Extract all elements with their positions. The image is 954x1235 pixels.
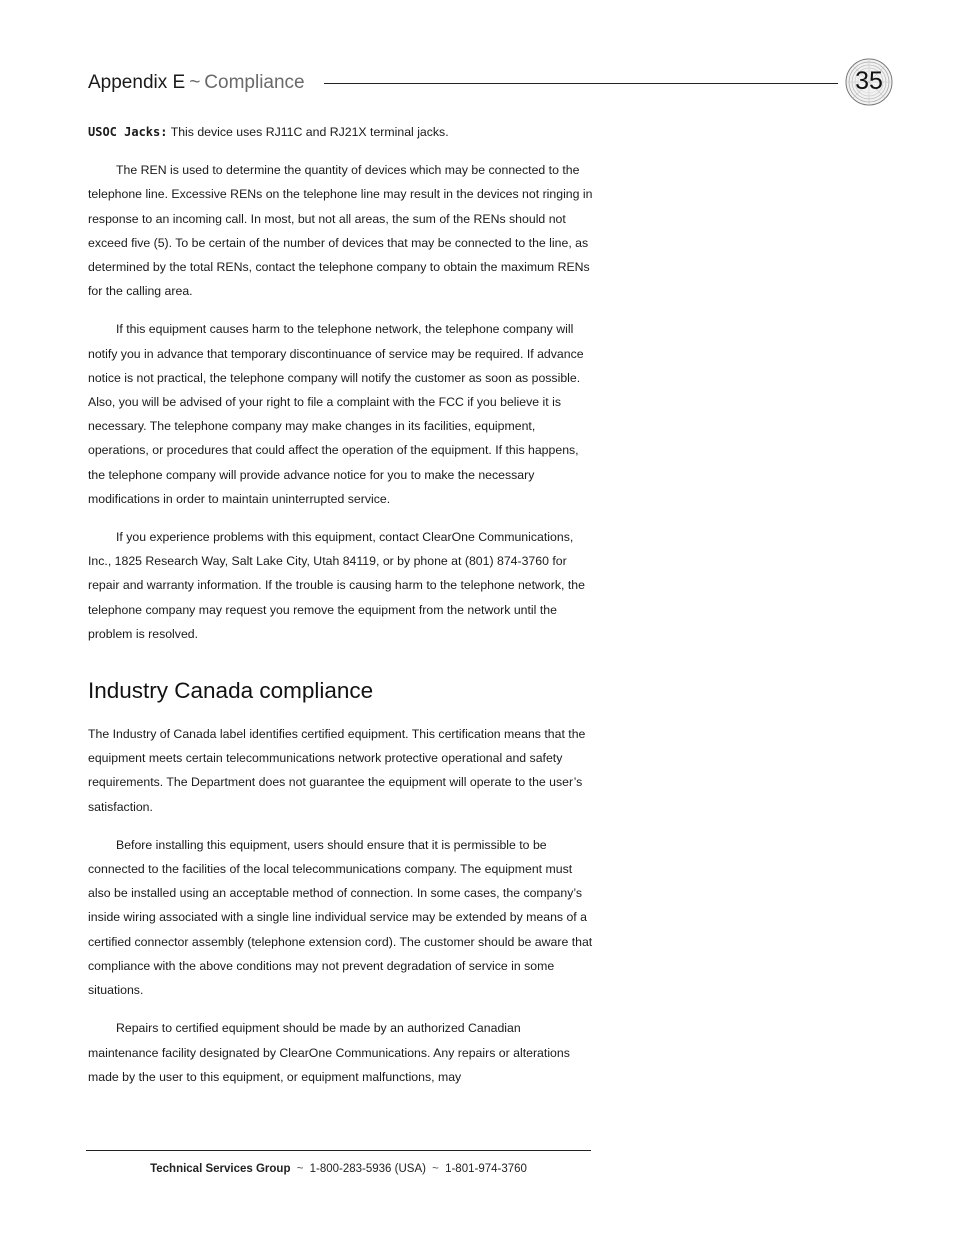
- header-separator: ~: [189, 72, 201, 93]
- paragraph-canada-installing: Before installing this equipment, users should ensure that it is permissible to be connected to the facilities of the local telecommunications company. The equipment must also be installed using an acceptable method of connection. In some cases, the company’s inside wiring associated with a single line individual service may be extended by means of a certified connector assembly (telephone extension cord). The customer should be aware that compliance with the above conditions may not prevent degradation of service in some situations.: [88, 837, 593, 998]
- page-footer: [86, 1163, 591, 1175]
- page-number: 35: [855, 67, 883, 95]
- paragraph-canada-intro: The Industry of Canada label identifies certified equipment. This certification means that the equipment meets certain telecommunications network protective operational and safety requirements. The Department does not guarantee the equipment will operate to the user’s satisfaction.: [88, 727, 586, 814]
- usoc-term: USOC Jacks:: [88, 125, 168, 139]
- page-number-badge: [845, 58, 893, 106]
- usoc-text: This device uses RJ11C and RJ21X terminal jacks.: [170, 125, 449, 139]
- page-content: [88, 120, 593, 1103]
- page-header: [88, 68, 898, 104]
- footer-phone-us: 1-800-283-5936 (USA): [309, 1163, 426, 1175]
- paragraph-problems: If you experience problems with this equipment, contact ClearOne Communications, Inc., 1825 Research Way, Salt Lake City, Utah 84119, or by phone at (801) 874-3760 for repair and warranty information. If the trouble is causing harm to the telephone network, the telephone company may request you remove the equipment from the network until the problem is resolved.: [88, 530, 585, 641]
- section-heading-canada: Industry Canada compliance: [88, 678, 374, 704]
- paragraph-canada-repairs: Repairs to certified equipment should be made by an authorized Canadian maintenance facility designated by ClearOne Communications. Any repairs or alterations made by the user to this equipment, or equipment malfunctions, may: [88, 1021, 570, 1084]
- footer-separator-2: ~: [432, 1163, 439, 1175]
- footer-phone-intl: 1-801-974-3760: [445, 1163, 527, 1175]
- footer-separator-1: ~: [296, 1163, 304, 1175]
- paragraph-network-harm: If this equipment causes harm to the telephone network, the telephone company will notify you in advance that temporary discontinuance of service may be required. If advance notice is not practical, the telephone company will notify the customer as soon as possible. Also, you will be advised of your right to file a complaint with the FCC if you believe it is necessary. The telephone company may make changes in its facilities, equipment, operations, or procedures that could affect the operation of the equipment. If this happens, the telephone company will provide advance notice for you to make the necessary modifications in order to maintain uninterrupted service.: [88, 322, 584, 506]
- usoc-jacks-line: [88, 120, 593, 144]
- paragraph-ren: The REN is used to determine the quantity of devices which may be connected to the telephone line. Excessive RENs on the telephone line may result in the devices not ringing in response to an incoming call. In most, but not all areas, the sum of the RENs should not exceed five (5). To be certain of the number of devices that may be connected to the line, as determined by the total RENs, contact the telephone company to obtain the maximum RENs for the calling area.: [88, 163, 593, 299]
- header-title: [88, 72, 305, 94]
- appendix-label: Appendix E: [88, 72, 186, 93]
- footer-rule: [86, 1150, 591, 1151]
- header-rule: [324, 83, 838, 84]
- section-label: Compliance: [204, 72, 305, 93]
- footer-group: Technical Services Group: [150, 1163, 291, 1175]
